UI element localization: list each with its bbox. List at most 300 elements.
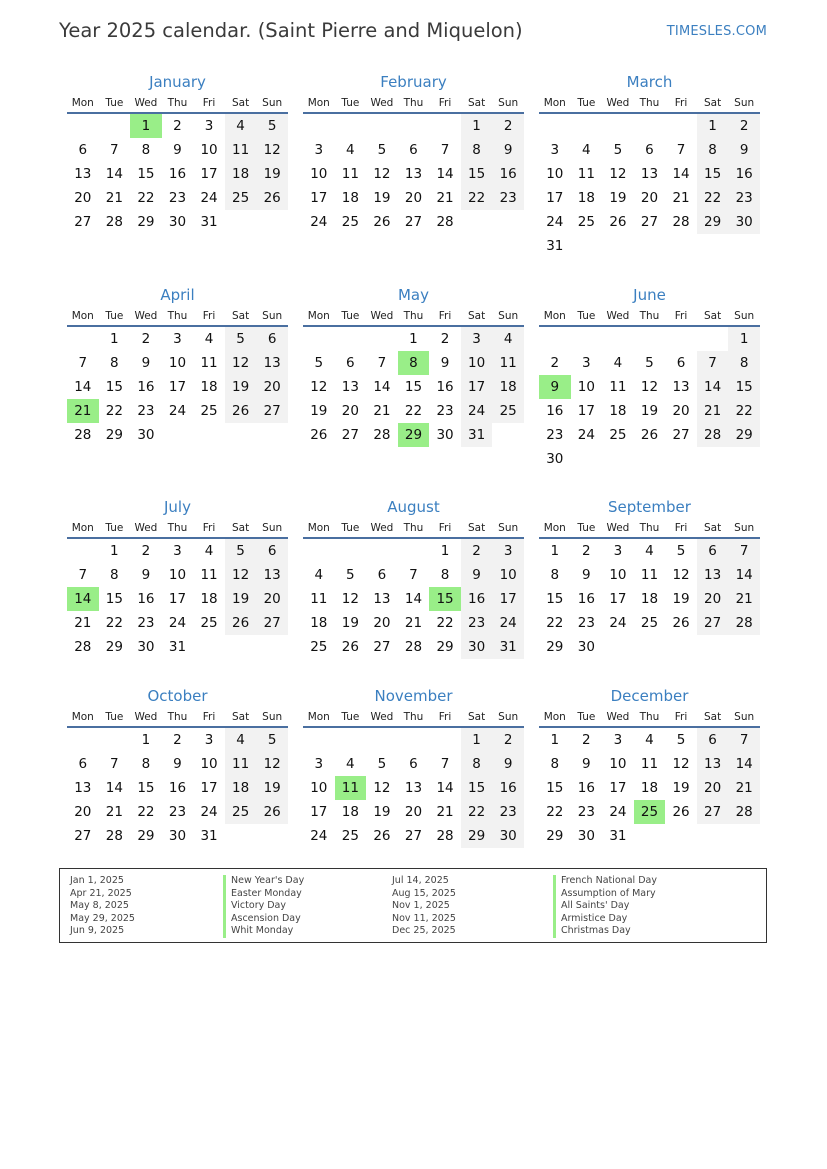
empty-cell <box>99 114 131 138</box>
day-cell: 3 <box>582 355 591 371</box>
day-cell: 5 <box>645 355 654 371</box>
day-cell: 13 <box>74 780 92 796</box>
day-cell: 8 <box>141 142 151 158</box>
day-cell: 29 <box>461 824 493 848</box>
day-cell: 26 <box>373 214 391 230</box>
day-cell: 7 <box>440 142 450 158</box>
month-july <box>67 498 288 659</box>
day-grid <box>303 728 524 848</box>
day-cell: 9 <box>440 355 450 371</box>
day-cell: 2 <box>582 543 591 559</box>
empty-cell <box>665 327 697 351</box>
day-cell: 31 <box>200 214 218 230</box>
day-cell: 15 <box>697 162 729 186</box>
day-cell: 27 <box>373 639 391 655</box>
weekday-label: Wed <box>606 97 630 109</box>
day-cell: 14 <box>436 780 454 796</box>
day-cell: 1 <box>440 543 450 559</box>
day-cell: 27 <box>74 214 92 230</box>
empty-cell <box>398 539 430 563</box>
empty-cell <box>225 635 257 659</box>
day-cell: 20 <box>373 615 391 631</box>
weekday-label: Fri <box>438 711 452 723</box>
month-title: February <box>380 73 447 91</box>
weekday-header <box>67 519 288 539</box>
day-cell: 24 <box>168 615 187 631</box>
day-cell: 27 <box>341 427 359 443</box>
day-cell: 28 <box>728 800 760 824</box>
day-cell: 20 <box>640 190 659 206</box>
day-grid <box>67 539 288 659</box>
day-cell: 1 <box>728 327 760 351</box>
weekday-label: Wed <box>370 97 394 109</box>
day-cell: 13 <box>404 166 423 182</box>
day-cell: 17 <box>609 591 627 607</box>
day-cell: 7 <box>409 567 418 583</box>
day-cell: 18 <box>640 591 659 607</box>
legend-holiday-date: May 29, 2025 <box>70 912 135 924</box>
legend-names-right <box>553 875 657 938</box>
weekday-label: Tue <box>577 711 596 723</box>
day-cell: 2 <box>582 732 591 748</box>
day-cell: 25 <box>200 615 218 631</box>
day-cell: 15 <box>461 162 493 186</box>
weekday-label: Thu <box>639 97 660 109</box>
day-cell: 24 <box>609 615 627 631</box>
day-cell: 5 <box>256 114 288 138</box>
holiday-day-cell: 21 <box>67 399 99 423</box>
weekday-label: Fri <box>438 522 452 534</box>
weekday-header <box>539 307 760 327</box>
day-cell: 30 <box>461 635 493 659</box>
day-cell: 15 <box>105 379 123 395</box>
weekday-label: Fri <box>438 310 452 322</box>
legend-holiday-date: Nov 1, 2025 <box>392 900 450 911</box>
day-cell: 18 <box>577 190 595 206</box>
day-cell: 22 <box>461 800 493 824</box>
day-cell: 8 <box>728 351 760 375</box>
weekday-label: Fri <box>202 711 216 723</box>
empty-cell <box>634 824 666 848</box>
day-cell: 17 <box>609 780 627 796</box>
day-cell: 10 <box>168 355 187 371</box>
day-cell: 4 <box>204 331 214 347</box>
empty-cell <box>539 114 571 138</box>
day-cell: 11 <box>640 567 659 583</box>
day-cell: 12 <box>373 166 391 182</box>
weekday-header <box>303 519 524 539</box>
empty-cell <box>571 114 603 138</box>
empty-cell <box>366 327 398 351</box>
month-title: November <box>374 687 453 705</box>
day-cell: 31 <box>609 828 627 844</box>
weekday-label: Mon <box>71 97 94 109</box>
weekday-label: Sat <box>703 97 722 109</box>
day-cell: 7 <box>377 355 387 371</box>
weekday-label: Thu <box>403 711 424 723</box>
day-cell: 25 <box>341 214 359 230</box>
month-december <box>539 687 760 848</box>
day-cell: 7 <box>728 728 760 752</box>
day-cell: 26 <box>609 214 627 230</box>
holiday-day-cell: 14 <box>67 587 99 611</box>
day-cell: 14 <box>105 166 123 182</box>
empty-cell <box>335 539 367 563</box>
day-cell: 31 <box>546 238 564 254</box>
empty-cell <box>602 327 634 351</box>
day-cell: 28 <box>728 611 760 635</box>
day-cell: 2 <box>173 732 182 748</box>
day-cell: 6 <box>256 539 288 563</box>
day-cell: 20 <box>256 375 288 399</box>
weekday-label: Tue <box>341 97 360 109</box>
day-cell: 19 <box>341 615 359 631</box>
day-cell: 6 <box>346 355 355 371</box>
weekday-label: Mon <box>71 310 94 322</box>
day-cell: 15 <box>137 166 155 182</box>
day-cell: 13 <box>672 379 690 395</box>
weekday-label: Mon <box>307 310 330 322</box>
weekday-label: Sun <box>734 522 755 534</box>
day-cell: 22 <box>137 804 155 820</box>
day-cell: 4 <box>645 732 654 748</box>
empty-cell <box>99 728 131 752</box>
day-cell: 15 <box>105 591 123 607</box>
day-cell: 27 <box>640 214 659 230</box>
day-cell: 17 <box>310 804 328 820</box>
day-cell: 10 <box>200 756 218 772</box>
day-cell: 26 <box>640 427 659 443</box>
weekday-label: Wed <box>370 522 394 534</box>
weekday-header <box>539 94 760 114</box>
day-cell: 12 <box>256 752 288 776</box>
day-grid <box>539 327 760 471</box>
weekday-label: Tue <box>105 97 124 109</box>
weekday-label: Thu <box>403 522 424 534</box>
empty-cell <box>634 327 666 351</box>
day-cell: 21 <box>105 190 123 206</box>
day-cell: 6 <box>697 539 729 563</box>
day-cell: 4 <box>613 355 623 371</box>
day-cell: 9 <box>173 756 182 772</box>
day-cell: 16 <box>728 162 760 186</box>
day-cell: 6 <box>78 756 88 772</box>
weekday-label: Mon <box>307 97 330 109</box>
empty-cell <box>665 234 697 258</box>
day-cell: 21 <box>672 190 690 206</box>
day-cell: 21 <box>105 804 123 820</box>
day-cell: 15 <box>404 379 423 395</box>
weekday-label: Sun <box>498 310 519 322</box>
day-cell: 16 <box>168 166 187 182</box>
empty-cell <box>67 539 99 563</box>
weekday-header <box>539 708 760 728</box>
day-cell: 5 <box>377 142 387 158</box>
day-cell: 28 <box>404 639 423 655</box>
day-cell: 11 <box>577 166 595 182</box>
weekday-label: Thu <box>167 310 188 322</box>
day-cell: 2 <box>492 728 524 752</box>
empty-cell <box>366 114 398 138</box>
day-cell: 12 <box>310 379 328 395</box>
day-cell: 30 <box>137 427 155 443</box>
day-cell: 10 <box>546 166 564 182</box>
day-cell: 23 <box>137 615 155 631</box>
day-cell: 3 <box>314 142 324 158</box>
day-cell: 27 <box>697 800 729 824</box>
weekday-label: Mon <box>543 310 566 322</box>
day-cell: 26 <box>256 800 288 824</box>
weekday-label: Sat <box>467 711 486 723</box>
weekday-label: Mon <box>543 711 566 723</box>
day-cell: 12 <box>341 591 359 607</box>
holiday-day-cell: 25 <box>634 800 666 824</box>
weekday-header <box>303 708 524 728</box>
day-cell: 7 <box>728 539 760 563</box>
day-grid <box>539 114 760 258</box>
day-grid <box>303 114 524 234</box>
day-cell: 17 <box>577 403 595 419</box>
month-title: April <box>160 286 195 304</box>
day-cell: 13 <box>256 563 288 587</box>
day-cell: 28 <box>74 639 92 655</box>
weekday-label: Sun <box>734 310 755 322</box>
day-cell: 12 <box>373 780 391 796</box>
day-cell: 16 <box>137 591 155 607</box>
day-cell: 14 <box>697 375 729 399</box>
weekday-label: Wed <box>606 310 630 322</box>
day-cell: 17 <box>200 166 218 182</box>
day-cell: 13 <box>640 166 659 182</box>
day-cell: 28 <box>672 214 690 230</box>
day-cell: 13 <box>256 351 288 375</box>
day-cell: 24 <box>577 427 595 443</box>
day-grid <box>303 327 524 447</box>
weekday-label: Fri <box>202 97 216 109</box>
day-cell: 10 <box>168 567 187 583</box>
day-cell: 22 <box>105 615 123 631</box>
empty-cell <box>366 728 398 752</box>
day-cell: 5 <box>346 567 355 583</box>
day-cell: 15 <box>546 591 564 607</box>
weekday-label: Mon <box>543 522 566 534</box>
day-cell: 24 <box>200 190 218 206</box>
weekday-label: Tue <box>577 310 596 322</box>
day-cell: 9 <box>492 752 524 776</box>
day-cell: 17 <box>546 190 564 206</box>
weekday-label: Sun <box>262 522 283 534</box>
day-cell: 8 <box>110 355 119 371</box>
day-cell: 19 <box>310 403 328 419</box>
day-cell: 22 <box>404 403 423 419</box>
weekday-label: Wed <box>606 522 630 534</box>
empty-cell <box>728 635 760 659</box>
day-cell: 22 <box>137 190 155 206</box>
weekday-label: Tue <box>105 522 124 534</box>
day-cell: 18 <box>492 375 524 399</box>
month-november <box>303 687 524 848</box>
day-cell: 21 <box>728 776 760 800</box>
day-cell: 10 <box>461 351 493 375</box>
empty-cell <box>634 447 666 471</box>
day-cell: 22 <box>461 186 493 210</box>
day-cell: 10 <box>609 756 627 772</box>
day-cell: 1 <box>550 543 560 559</box>
legend-holiday-date: Jun 9, 2025 <box>70 925 125 936</box>
day-cell: 31 <box>492 635 524 659</box>
empty-cell <box>429 728 461 752</box>
day-cell: 7 <box>676 142 686 158</box>
day-cell: 9 <box>461 563 493 587</box>
day-cell: 11 <box>492 351 524 375</box>
empty-cell <box>335 728 367 752</box>
day-cell: 21 <box>74 615 92 631</box>
empty-cell <box>335 114 367 138</box>
month-title: January <box>149 73 206 91</box>
day-cell: 14 <box>728 752 760 776</box>
day-cell: 4 <box>346 756 355 772</box>
empty-cell <box>602 635 634 659</box>
day-cell: 22 <box>546 804 564 820</box>
empty-cell <box>697 234 729 258</box>
weekday-label: Thu <box>639 310 660 322</box>
month-april <box>67 286 288 447</box>
day-cell: 13 <box>373 591 391 607</box>
day-cell: 29 <box>105 639 123 655</box>
day-cell: 22 <box>728 399 760 423</box>
weekday-label: Tue <box>341 310 360 322</box>
day-cell: 21 <box>697 399 729 423</box>
legend-holiday-name: Victory Day <box>223 900 304 913</box>
month-june <box>539 286 760 471</box>
empty-cell <box>665 824 697 848</box>
day-cell: 8 <box>461 752 493 776</box>
weekday-label: Sat <box>467 97 486 109</box>
day-cell: 5 <box>676 543 686 559</box>
day-cell: 8 <box>440 567 450 583</box>
day-cell: 23 <box>436 403 454 419</box>
day-cell: 13 <box>697 563 729 587</box>
weekday-label: Thu <box>639 711 660 723</box>
brand-link[interactable]: TIMESLES.COM <box>666 24 767 39</box>
day-cell: 27 <box>697 611 729 635</box>
day-cell: 12 <box>672 567 690 583</box>
month-september <box>539 498 760 659</box>
month-title: May <box>397 286 429 304</box>
empty-cell <box>602 447 634 471</box>
holiday-legend <box>59 868 767 943</box>
day-cell: 5 <box>314 355 324 371</box>
day-cell: 19 <box>609 190 627 206</box>
empty-cell <box>665 114 697 138</box>
day-cell: 12 <box>256 138 288 162</box>
weekday-label: Sat <box>231 97 250 109</box>
empty-cell <box>303 539 335 563</box>
day-cell: 19 <box>672 780 690 796</box>
empty-cell <box>728 447 760 471</box>
day-cell: 2 <box>440 331 450 347</box>
empty-cell <box>634 635 666 659</box>
month-march <box>539 73 760 258</box>
day-cell: 26 <box>225 399 257 423</box>
day-cell: 26 <box>672 615 690 631</box>
empty-cell <box>634 114 666 138</box>
day-cell: 8 <box>110 567 119 583</box>
day-cell: 29 <box>697 210 729 234</box>
day-cell: 24 <box>461 399 493 423</box>
day-cell: 20 <box>404 804 423 820</box>
day-cell: 20 <box>404 190 423 206</box>
weekday-label: Mon <box>543 97 566 109</box>
weekday-label: Sat <box>467 522 486 534</box>
day-cell: 23 <box>492 186 524 210</box>
day-cell: 3 <box>492 539 524 563</box>
day-cell: 20 <box>74 190 92 206</box>
weekday-label: Tue <box>105 711 124 723</box>
legend-holiday-name: New Year's Day <box>223 875 304 888</box>
weekday-label: Sun <box>498 711 519 723</box>
day-cell: 23 <box>546 427 564 443</box>
day-cell: 28 <box>436 828 454 844</box>
empty-cell <box>398 728 430 752</box>
holiday-day-cell: 9 <box>539 375 571 399</box>
day-cell: 24 <box>546 214 564 230</box>
legend-dates-left <box>70 875 135 938</box>
weekday-label: Fri <box>674 310 688 322</box>
empty-cell <box>225 824 257 848</box>
day-cell: 9 <box>728 138 760 162</box>
day-cell: 29 <box>546 639 564 655</box>
weekday-label: Tue <box>577 97 596 109</box>
day-cell: 9 <box>582 567 591 583</box>
day-cell: 24 <box>310 828 328 844</box>
day-cell: 8 <box>141 756 151 772</box>
empty-cell <box>492 210 524 234</box>
day-cell: 27 <box>256 399 288 423</box>
day-cell: 2 <box>141 331 151 347</box>
day-cell: 6 <box>377 567 387 583</box>
empty-cell <box>602 114 634 138</box>
day-cell: 8 <box>550 567 560 583</box>
day-cell: 31 <box>461 423 493 447</box>
empty-cell <box>256 824 288 848</box>
day-cell: 6 <box>256 327 288 351</box>
day-cell: 26 <box>256 186 288 210</box>
weekday-label: Fri <box>674 97 688 109</box>
weekday-label: Sat <box>703 711 722 723</box>
day-cell: 19 <box>672 591 690 607</box>
day-cell: 23 <box>577 804 595 820</box>
day-cell: 27 <box>404 828 423 844</box>
weekday-label: Mon <box>307 711 330 723</box>
empty-cell <box>303 728 335 752</box>
day-cell: 15 <box>137 780 155 796</box>
legend-holiday-date: Jan 1, 2025 <box>70 875 124 886</box>
day-cell: 24 <box>310 214 328 230</box>
weekday-label: Sun <box>262 711 283 723</box>
day-cell: 13 <box>341 379 359 395</box>
day-cell: 29 <box>137 828 155 844</box>
empty-cell <box>461 210 493 234</box>
legend-holiday-name: Christmas Day <box>553 925 657 938</box>
weekday-label: Wed <box>134 711 158 723</box>
day-cell: 29 <box>436 639 454 655</box>
legend-holiday-name: Whit Monday <box>223 925 304 938</box>
day-cell: 22 <box>436 615 454 631</box>
day-cell: 16 <box>168 780 187 796</box>
day-cell: 29 <box>728 423 760 447</box>
month-title: December <box>610 687 689 705</box>
